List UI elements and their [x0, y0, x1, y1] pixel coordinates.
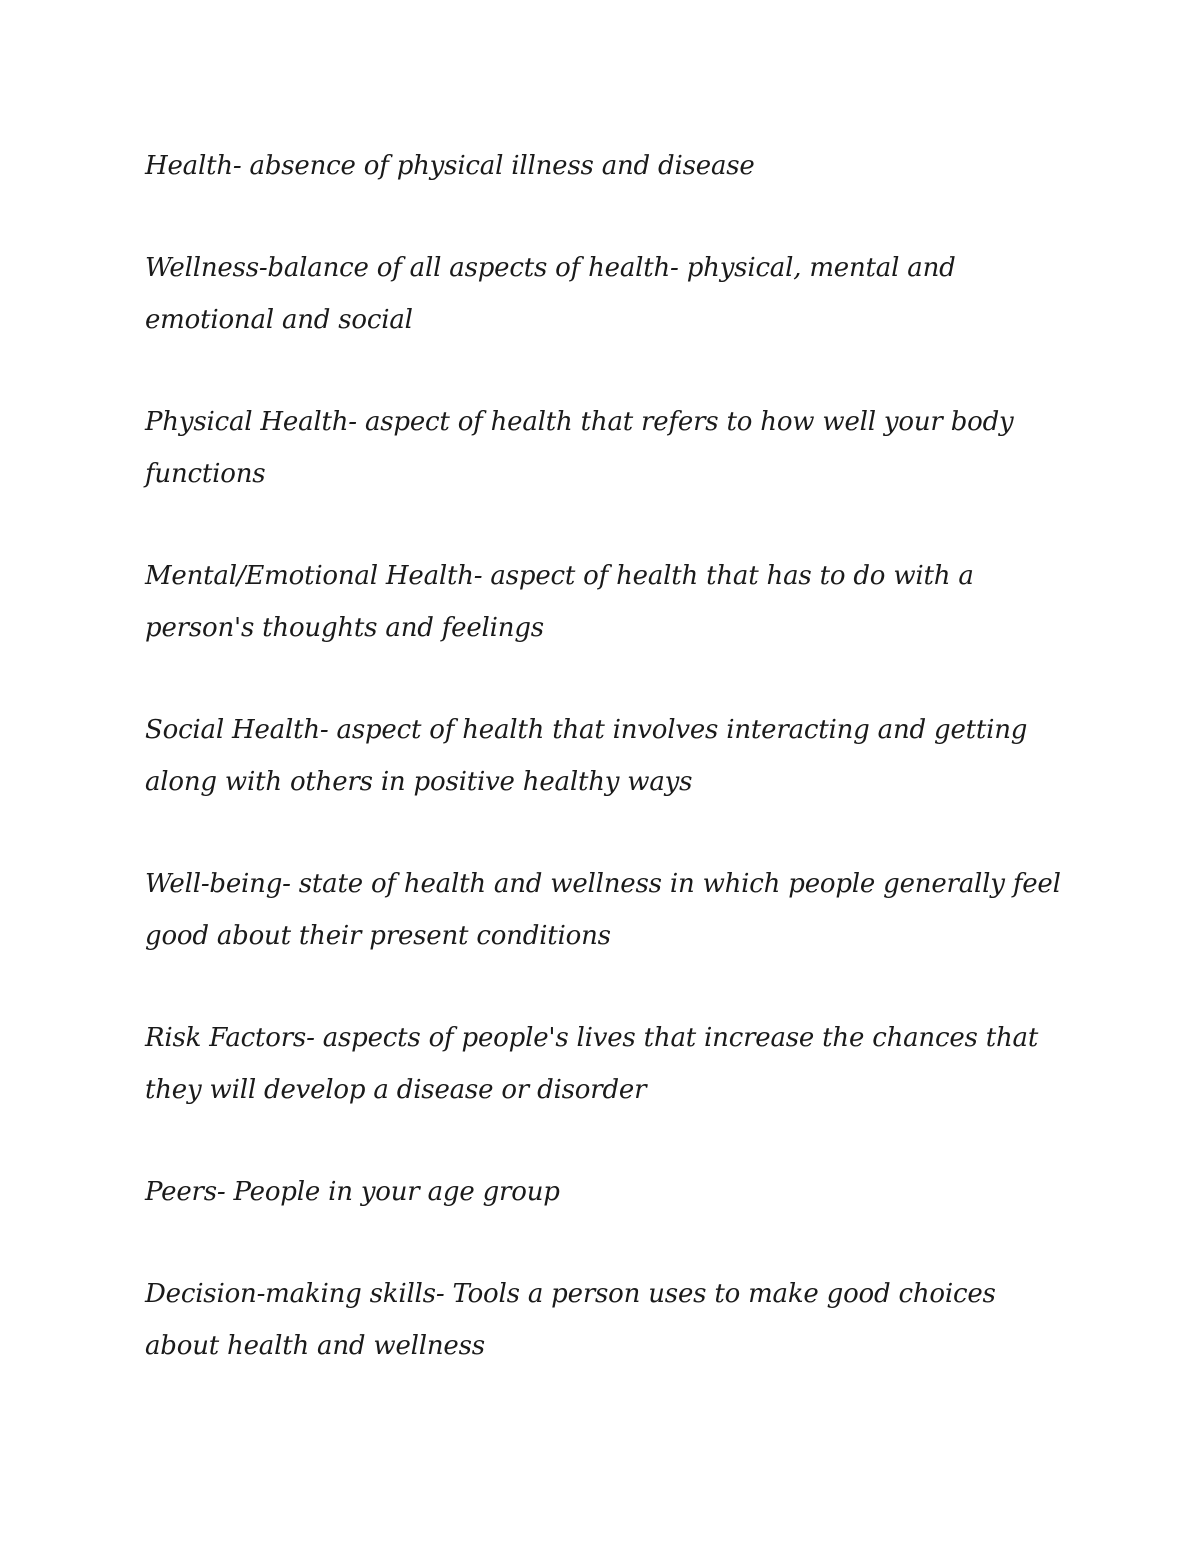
definition-social-health: Social Health- aspect of health that involves interacting and getting along with others in positive healthy ways	[145, 715, 1028, 797]
definition-decision-making-skills: Decision-making skills- Tools a person uses to make good choices about health and wellness	[145, 1279, 996, 1361]
definition-well-being: Well-being- state of health and wellness in which people generally feel good about their present conditions	[145, 869, 1061, 951]
definition-health: Health- absence of physical illness and disease	[145, 151, 755, 181]
definition-physical-health: Physical Health- aspect of health that refers to how well your body functions	[145, 407, 1014, 489]
definition-list	[145, 140, 1075, 1422]
definition-risk-factors: Risk Factors- aspects of people's lives that increase the chances that they will develop a disease or disorder	[145, 1023, 1039, 1105]
definition-wellness: Wellness-balance of all aspects of health- physical, mental and emotional and social	[145, 253, 956, 335]
definition-mental-emotional-health: Mental/Emotional Health- aspect of health that has to do with a person's thoughts and feelings	[145, 561, 974, 643]
definition-peers: Peers- People in your age group	[145, 1177, 560, 1207]
